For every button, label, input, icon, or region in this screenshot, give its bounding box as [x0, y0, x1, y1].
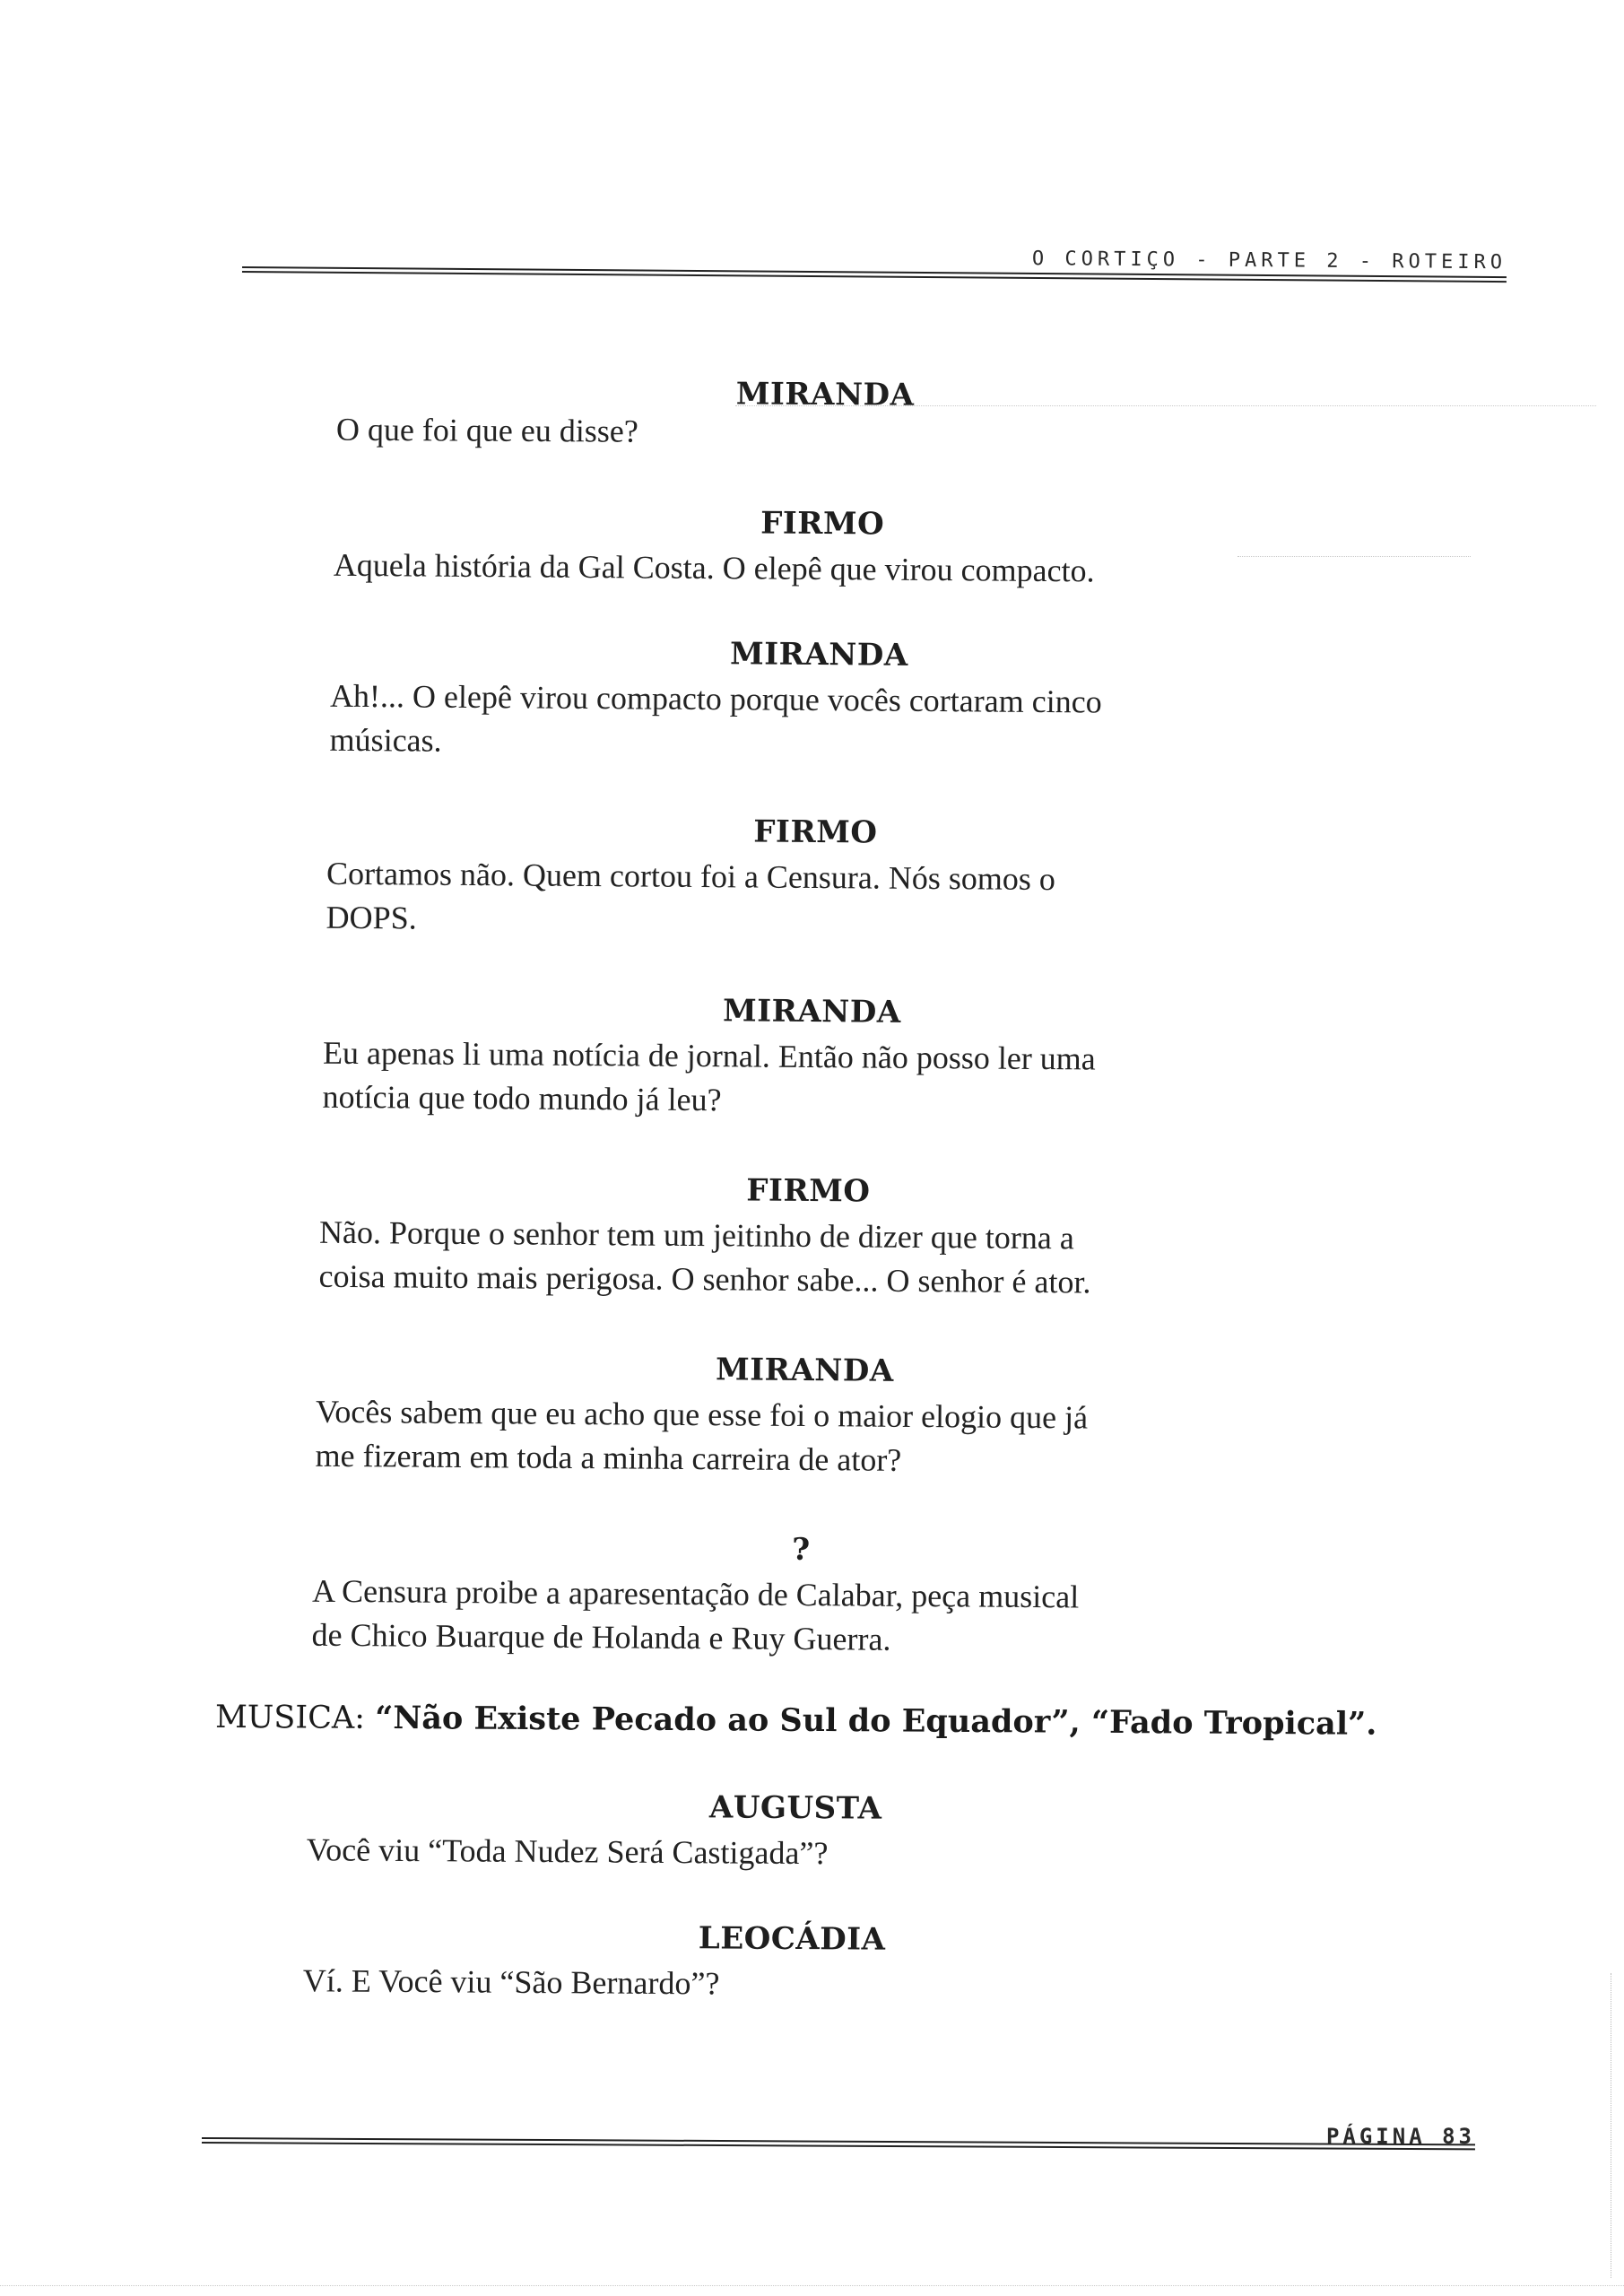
dialogue-line: Vocês sabem que eu acho que esse foi o maior elogio que já	[315, 1393, 1089, 1436]
dialogue-line: Não. Porque o senhor tem um jeitinho de dizer que torna a	[318, 1213, 1074, 1257]
music-label: MUSICA:	[214, 1699, 366, 1736]
dialogue-line: de Chico Buarque de Holanda e Ruy Guerra.	[311, 1616, 891, 1657]
dialogue-block	[336, 374, 1315, 458]
dialogue-line: Aquela história da Gal Costa. O elepê que virou compacto.	[333, 546, 1095, 589]
speaker-name: FIRMO	[753, 813, 878, 851]
scan-artifact	[0, 2285, 1624, 2286]
dialogue-line: O que foi que eu disse?	[335, 411, 638, 449]
music-cue	[215, 1699, 1435, 1743]
dialogue-line: notícia que todo mundo já leu?	[322, 1078, 722, 1118]
dialogue-line: me fizeram em toda a minha carreira de ator?	[315, 1437, 902, 1478]
dialogue-line: Cortamos não. Quem cortou foi a Censura. Nós somos o	[326, 855, 1056, 898]
dialogue-block	[315, 1349, 1293, 1486]
dialogue-block	[311, 1528, 1290, 1665]
dialogue-line: Ví. E Você viu “São Bernardo”?	[302, 1962, 720, 2002]
dialogue-block	[329, 633, 1307, 770]
dialogue-block	[318, 1170, 1297, 1307]
speaker-name: LEOCÁDIA	[698, 1920, 886, 1958]
speaker-name: AUGUSTA	[708, 1789, 882, 1827]
speaker-name: FIRMO	[746, 1172, 871, 1210]
dialogue-line: DOPS.	[326, 899, 417, 936]
music-titles: “Não Existe Pecado ao Sul do Equador”, “Fado Tropical”.	[375, 1699, 1377, 1743]
speaker-name: MIRANDA	[715, 1352, 894, 1389]
dialogue-line: Você viu “Toda Nudez Será Castigada”?	[306, 1831, 829, 1872]
dialogue-line: Ah!... O elepê virou compacto porque vocês cortaram cinco	[329, 677, 1102, 720]
dialogue-line: coisa muito mais perigosa. O senhor sabe... O senhor é ator.	[318, 1257, 1091, 1300]
speaker-name: MIRANDA	[735, 376, 915, 413]
dialogue-block	[326, 811, 1304, 948]
dialogue-block	[303, 1918, 1281, 2010]
speaker-name: FIRMO	[760, 505, 885, 543]
dialogue-line: Eu apenas li uma notícia de jornal. Então não posso ler uma	[322, 1034, 1096, 1077]
running-head: O CORTIÇO - PARTE 2 - ROTEIRO	[1031, 248, 1507, 274]
speaker-name: ?	[792, 1531, 811, 1569]
dialogue-block	[334, 502, 1312, 596]
speaker-name: MIRANDA	[729, 636, 908, 674]
dialogue-line: A Censura proibe a aparesentação de Calabar, peça musical	[311, 1572, 1080, 1615]
dialogue-line: músicas.	[329, 721, 442, 759]
dialogue-block	[307, 1787, 1285, 1879]
page-number: PÁGINA 83	[1325, 2124, 1475, 2149]
speaker-name: MIRANDA	[722, 993, 901, 1031]
dialogue-block	[322, 990, 1300, 1127]
